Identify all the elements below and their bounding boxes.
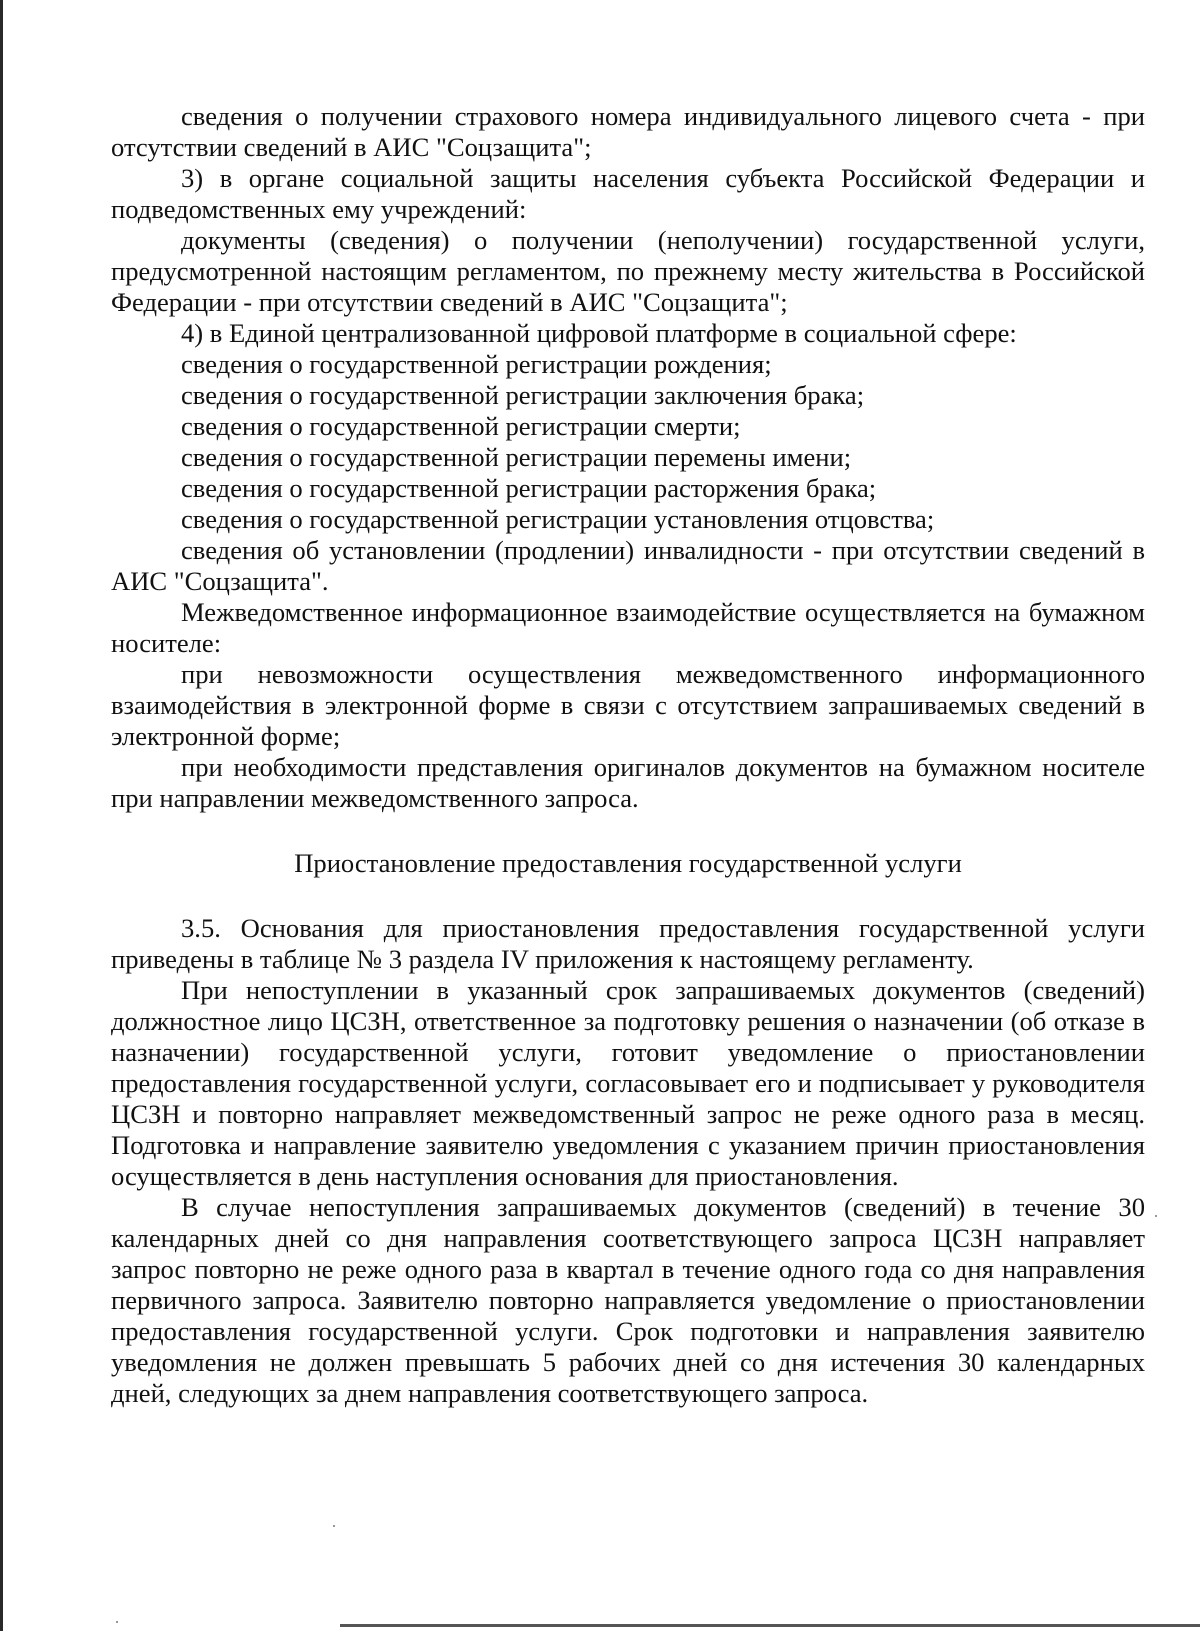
list-item: сведения о государственной регистрации рождения; [181,349,772,379]
paragraph: 4) в Единой централизованной цифровой платформе в социальной сфере: [181,318,1017,348]
list-item: сведения о государственной регистрации установления отцовства; [181,504,935,534]
list-item: сведения о государственной регистрации заключения брака; [181,380,865,410]
paragraph: сведения о получении страхового номера индивидуального лицевого счета - при отсутствии сведений в АИС "Соцзащита"; [111,101,1145,162]
document-body [111,101,1145,1409]
section-heading: Приостановление предоставления государственной услуги [294,848,962,878]
paragraph: Межведомственное информационное взаимодействие осуществляется на бумажном носителе: [111,597,1145,658]
paragraph: 3) в органе социальной защиты населения субъекта Российской Федерации и подведомственных ему учреждений: [111,163,1145,224]
scan-bottom-edge [340,1624,1200,1627]
paragraph: В случае непоступления запрашиваемых документов (сведений) в течение 30 календарных дней со дня направления соответствующего запроса ЦСЗН направляет запрос повторно не реже одного раза в квартал в течение одного года со дня направления первичного запроса. Заявителю повторно направляется уведомление о приостановлении предоставления государственной услуги. Срок подготовки и направления заявителю уведомления не должен превышать 5 рабочих дней со дня истечения 30 календарных дней, следующих за днем направления соответствующего запроса. [111,1192,1145,1408]
list-item: сведения об установлении (продлении) инвалидности - при отсутствии сведений в АИС "Соцзащита". [111,535,1145,596]
scan-left-edge [0,0,3,1631]
scan-speck [333,1525,335,1527]
paragraph: При непоступлении в указанный срок запрашиваемых документов (сведений) должностное лицо ЦСЗН, ответственное за подготовку решения о назначении (об отказе в назначении) государственной услуги, готовит уведомление о приостановлении предоставления государственной услуги, согласовывает его и подписывает у руководителя ЦСЗН и повторно направляет межведомственный запрос не реже одного раза в месяц. Подготовка и направление заявителю уведомления с указанием причин приостановления осуществляется в день наступления основания для приостановления. [111,975,1145,1191]
list-item: сведения о государственной регистрации перемены имени; [181,442,852,472]
list-item: сведения о государственной регистрации расторжения брака; [181,473,877,503]
paragraph: при невозможности осуществления межведомственного информационного взаимодействия в электронной форме в связи с отсутствием запрашиваемых сведений в электронной форме; [111,659,1145,751]
scan-speck [116,1621,118,1623]
paragraph: документы (сведения) о получении (неполучении) государственной услуги, предусмотренной настоящим регламентом, по прежнему месту жительства в Российской Федерации - при отсутствии сведений в АИС "Соцзащита"; [111,225,1145,317]
list-item: сведения о государственной регистрации смерти; [181,411,741,441]
paragraph: при необходимости представления оригиналов документов на бумажном носителе при направлении межведомственного запроса. [111,752,1145,813]
paragraph: 3.5. Основания для приостановления предоставления государственной услуги приведены в таблице № 3 раздела IV приложения к настоящему регламенту. [111,913,1145,974]
scan-speck [1155,1215,1157,1217]
